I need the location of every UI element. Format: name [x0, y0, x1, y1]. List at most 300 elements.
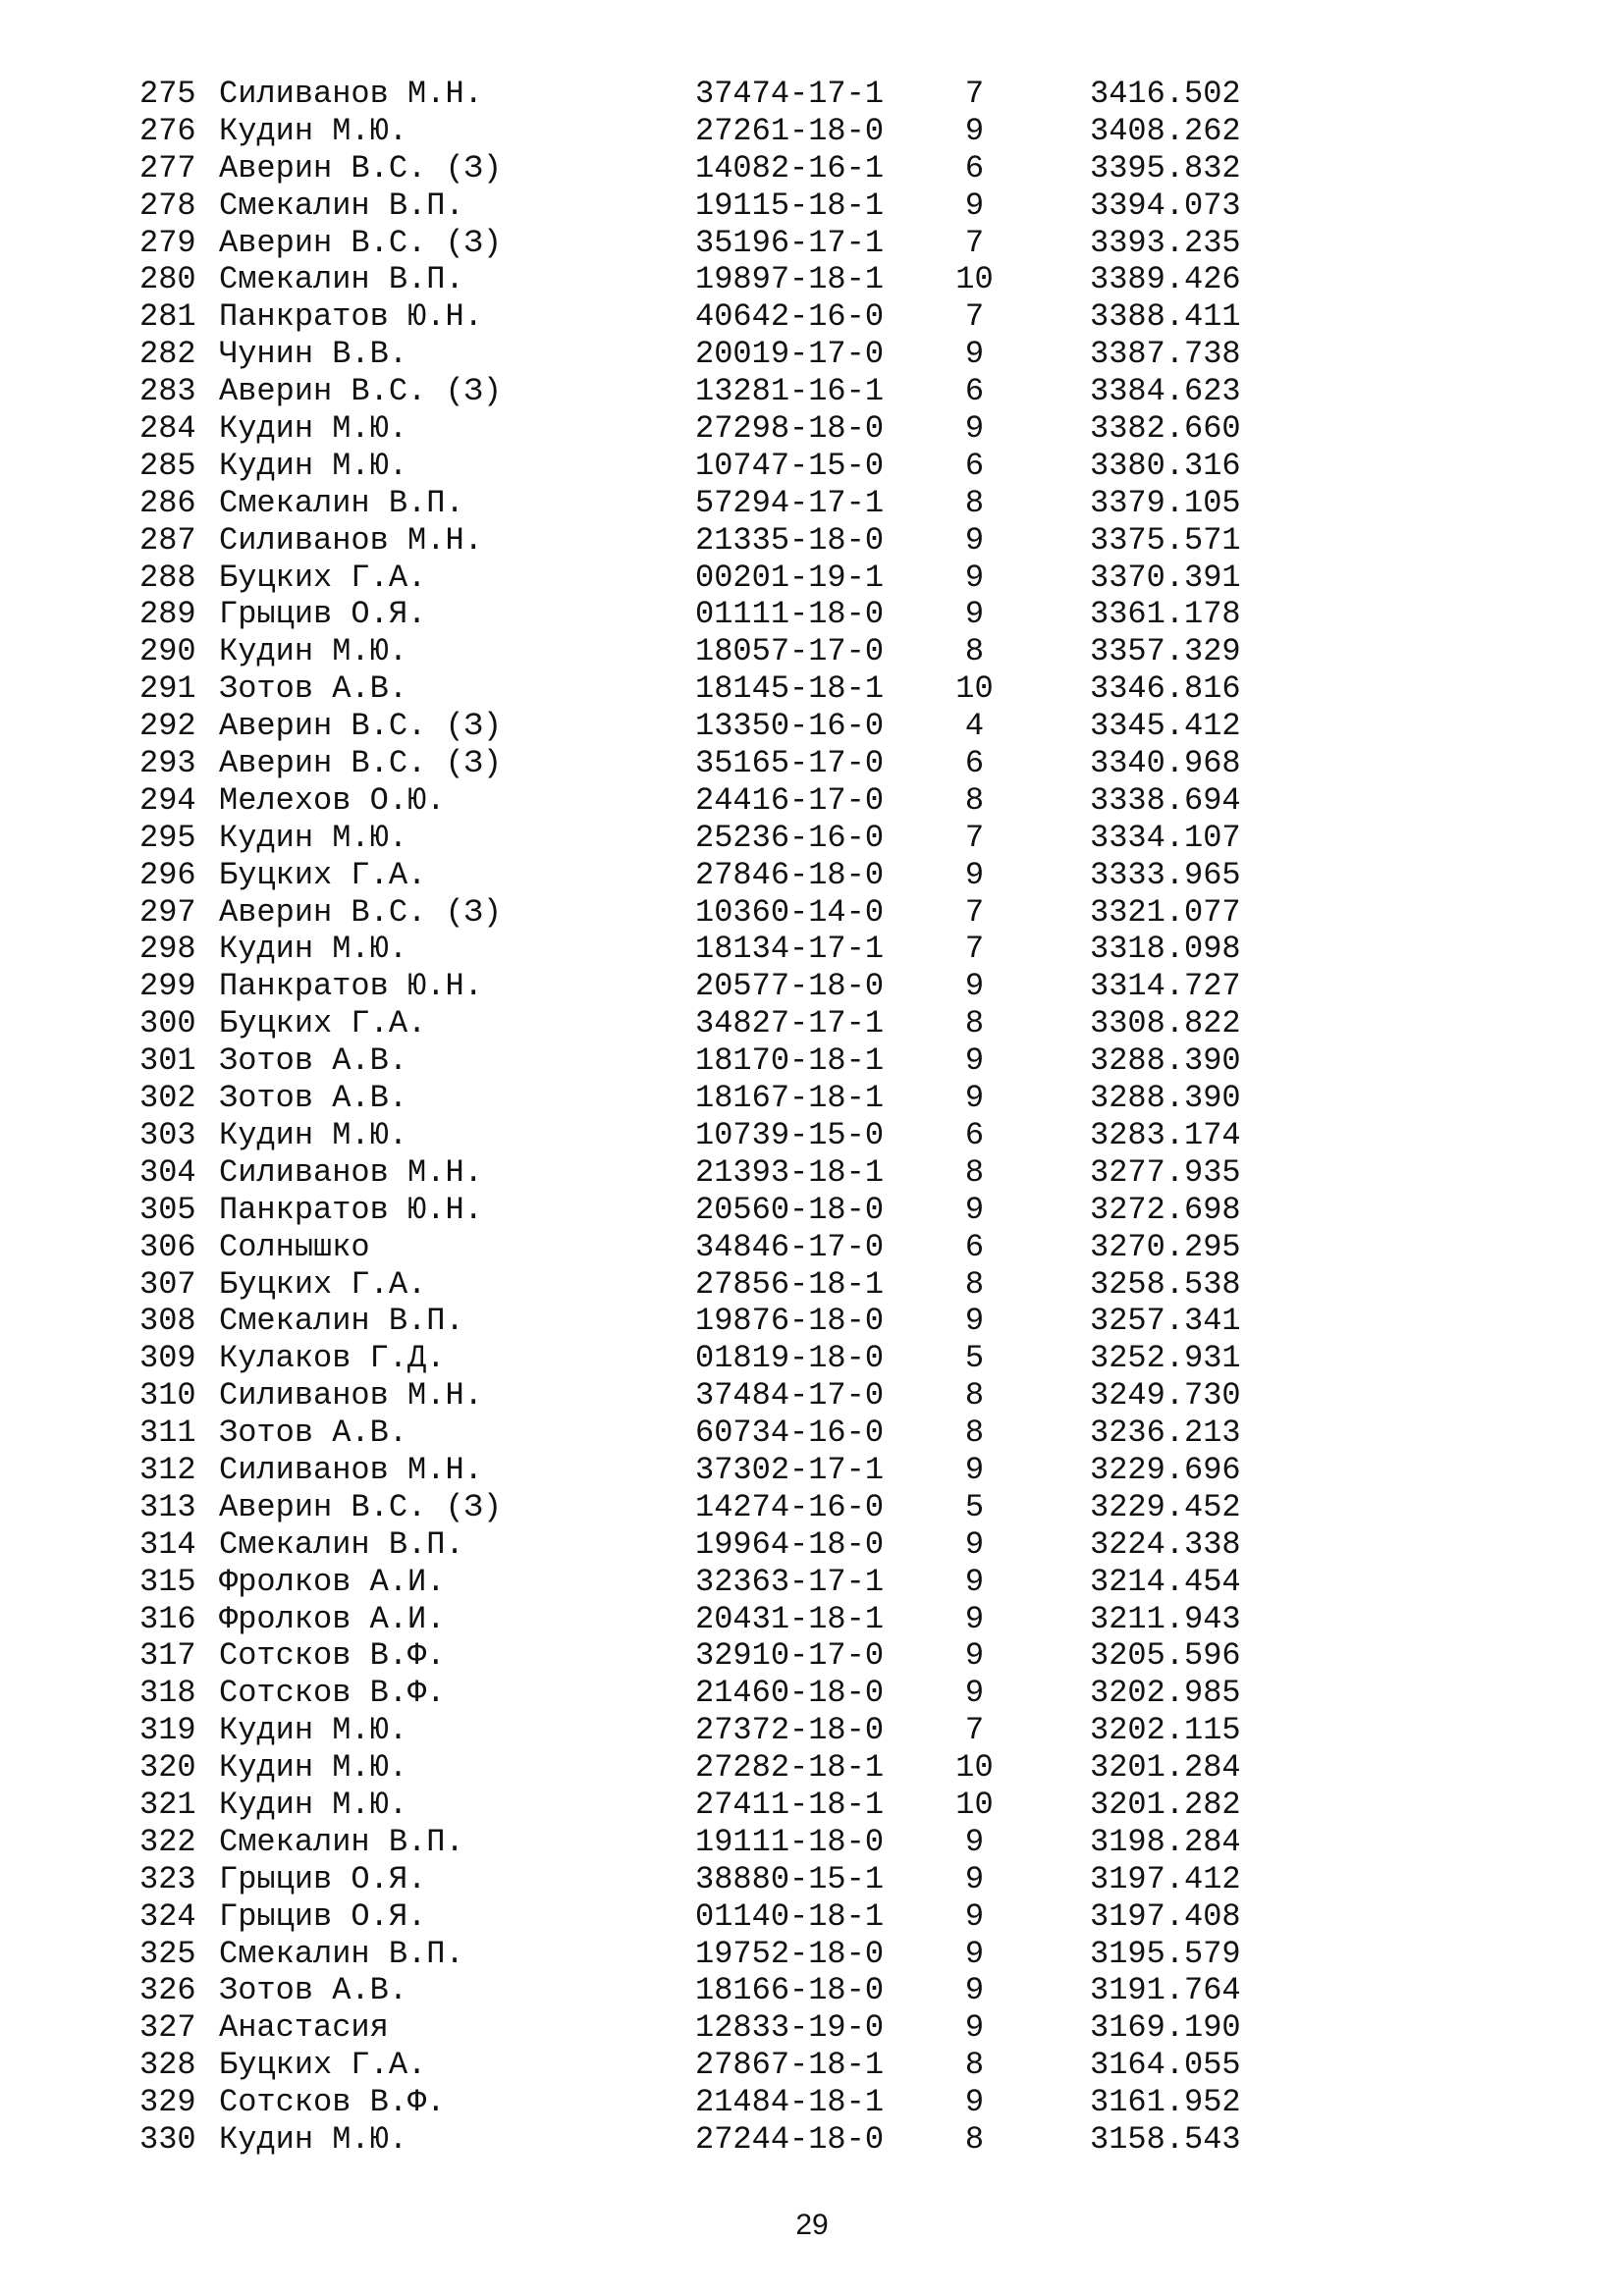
move-count: 8: [964, 1005, 985, 1042]
score-value: 3258.538: [1090, 1265, 1241, 1303]
game-code: 34846-17-0: [695, 1228, 885, 1265]
score-value: 3169.190: [1090, 2009, 1241, 2047]
player-name: Грыцив О.Я.: [219, 1897, 427, 1935]
player-name: Кудин М.Ю.: [219, 633, 408, 670]
move-count: 6: [964, 1116, 985, 1153]
game-code: 18167-18-1: [695, 1080, 885, 1117]
player-name: Кудин М.Ю.: [219, 1116, 408, 1153]
player-name: Зотов А.В.: [219, 1080, 408, 1117]
score-value: 3161.952: [1090, 2084, 1241, 2121]
row-number: 329: [139, 2084, 196, 2121]
player-name: Сотсков В.Ф.: [219, 2084, 446, 2121]
player-name: Кудин М.Ю.: [219, 447, 408, 484]
move-count: 7: [964, 819, 985, 856]
row-number: 299: [139, 968, 196, 1005]
move-count: 7: [964, 76, 985, 112]
game-code: 19876-18-0: [695, 1303, 885, 1340]
table-row: [0, 1154, 1624, 1192]
row-number: 321: [139, 1786, 196, 1823]
player-name: Сотсков В.Ф.: [219, 1675, 446, 1712]
game-code: 57294-17-1: [695, 484, 885, 521]
table-row: [0, 1340, 1624, 1377]
move-count: 8: [964, 2047, 985, 2084]
move-count: 5: [964, 1340, 985, 1377]
game-code: 27867-18-1: [695, 2047, 885, 2084]
row-number: 328: [139, 2047, 196, 2084]
table-row: [0, 336, 1624, 373]
table-row: [0, 931, 1624, 968]
row-number: 326: [139, 1972, 196, 2009]
score-value: 3408.262: [1090, 112, 1241, 149]
player-name: Фролков А.И.: [219, 1563, 446, 1600]
score-value: 3416.502: [1090, 76, 1241, 112]
player-name: Кудин М.Ю.: [219, 410, 408, 448]
player-name: Силиванов М.Н.: [219, 76, 483, 112]
table-row: [0, 708, 1624, 745]
row-number: 320: [139, 1749, 196, 1787]
game-code: 01140-18-1: [695, 1897, 885, 1935]
score-value: 3346.816: [1090, 670, 1241, 708]
row-number: 324: [139, 1897, 196, 1935]
game-code: 18134-17-1: [695, 931, 885, 968]
table-row: [0, 1564, 1624, 1601]
score-value: 3382.660: [1090, 410, 1241, 448]
game-code: 13350-16-0: [695, 708, 885, 745]
player-name: Смекалин В.П.: [219, 1823, 464, 1860]
move-count: 8: [964, 1377, 985, 1415]
game-code: 20560-18-0: [695, 1191, 885, 1228]
row-number: 297: [139, 893, 196, 931]
player-name: Аверин В.С. (З): [219, 708, 503, 745]
player-name: Смекалин В.П.: [219, 484, 464, 521]
move-count: 9: [964, 1080, 985, 1117]
row-number: 302: [139, 1080, 196, 1117]
player-name: Аверин В.С. (З): [219, 373, 503, 410]
player-name: Аверин В.С. (З): [219, 224, 503, 261]
player-name: Силиванов М.Н.: [219, 521, 483, 559]
score-value: 3270.295: [1090, 1228, 1241, 1265]
move-count: 9: [964, 1600, 985, 1637]
table-row: [0, 1972, 1624, 2009]
score-value: 3288.390: [1090, 1042, 1241, 1080]
score-value: 3308.822: [1090, 1005, 1241, 1042]
score-value: 3340.968: [1090, 745, 1241, 782]
game-code: 19115-18-1: [695, 187, 885, 224]
move-count: 9: [964, 521, 985, 559]
score-value: 3338.694: [1090, 781, 1241, 819]
player-name: Зотов А.В.: [219, 1972, 408, 2009]
row-number: 276: [139, 112, 196, 149]
row-number: 292: [139, 708, 196, 745]
table-row: [0, 187, 1624, 225]
score-value: 3197.408: [1090, 1897, 1241, 1935]
move-count: 9: [964, 1191, 985, 1228]
move-count: 10: [955, 1786, 994, 1823]
move-count: 9: [964, 1563, 985, 1600]
player-name: Кудин М.Ю.: [219, 931, 408, 968]
player-name: Силиванов М.Н.: [219, 1451, 483, 1488]
game-code: 19964-18-0: [695, 1525, 885, 1563]
game-code: 18145-18-1: [695, 670, 885, 708]
player-name: Кудин М.Ю.: [219, 112, 408, 149]
table-row: [0, 1229, 1624, 1266]
player-name: Силиванов М.Н.: [219, 1377, 483, 1415]
game-code: 27282-18-1: [695, 1749, 885, 1787]
game-code: 20431-18-1: [695, 1600, 885, 1637]
score-value: 3334.107: [1090, 819, 1241, 856]
player-name: Чунин В.В.: [219, 336, 408, 373]
player-name: Буцких Г.А.: [219, 1005, 427, 1042]
table-row: [0, 2047, 1624, 2084]
player-name: Смекалин В.П.: [219, 261, 464, 298]
row-number: 281: [139, 298, 196, 336]
row-number: 289: [139, 596, 196, 633]
table-row: [0, 745, 1624, 782]
table-row: [0, 485, 1624, 522]
player-name: Кудин М.Ю.: [219, 1712, 408, 1749]
player-name: Аверин В.С. (З): [219, 1488, 503, 1525]
move-count: 9: [964, 1637, 985, 1675]
move-count: 8: [964, 1415, 985, 1452]
player-name: Панкратов Ю.Н.: [219, 298, 483, 336]
player-name: Буцких Г.А.: [219, 559, 427, 596]
player-name: Смекалин В.П.: [219, 187, 464, 224]
game-code: 10747-15-0: [695, 447, 885, 484]
player-name: Фролков А.И.: [219, 1600, 446, 1637]
game-code: 37484-17-0: [695, 1377, 885, 1415]
score-value: 3357.329: [1090, 633, 1241, 670]
row-number: 318: [139, 1675, 196, 1712]
table-row: [0, 2084, 1624, 2121]
move-count: 9: [964, 1935, 985, 1972]
score-value: 3277.935: [1090, 1153, 1241, 1191]
table-row: [0, 1192, 1624, 1229]
move-count: 5: [964, 1488, 985, 1525]
row-number: 291: [139, 670, 196, 708]
score-value: 3201.282: [1090, 1786, 1241, 1823]
game-code: 18057-17-0: [695, 633, 885, 670]
row-number: 313: [139, 1488, 196, 1525]
score-value: 3229.452: [1090, 1488, 1241, 1525]
score-value: 3395.832: [1090, 149, 1241, 187]
move-count: 8: [964, 1265, 985, 1303]
player-name: Зотов А.В.: [219, 670, 408, 708]
score-value: 3202.115: [1090, 1712, 1241, 1749]
player-name: Кудин М.Ю.: [219, 1786, 408, 1823]
player-name: Буцких Г.А.: [219, 856, 427, 893]
move-count: 10: [955, 1749, 994, 1787]
game-code: 25236-16-0: [695, 819, 885, 856]
game-code: 21393-18-1: [695, 1153, 885, 1191]
score-value: 3388.411: [1090, 298, 1241, 336]
move-count: 9: [964, 187, 985, 224]
table-row: [0, 1675, 1624, 1712]
score-value: 3288.390: [1090, 1080, 1241, 1117]
table-row: [0, 1637, 1624, 1675]
player-name: Буцких Г.А.: [219, 1265, 427, 1303]
table-row: [0, 1266, 1624, 1304]
score-value: 3205.596: [1090, 1637, 1241, 1675]
table-row: [0, 2009, 1624, 2047]
score-value: 3214.454: [1090, 1563, 1241, 1600]
score-value: 3361.178: [1090, 596, 1241, 633]
score-value: 3283.174: [1090, 1116, 1241, 1153]
table-row: [0, 894, 1624, 932]
row-number: 319: [139, 1712, 196, 1749]
score-value: 3158.543: [1090, 2120, 1241, 2158]
row-number: 286: [139, 484, 196, 521]
table-row: [0, 670, 1624, 708]
move-count: 9: [964, 336, 985, 373]
table-row: [0, 782, 1624, 820]
table-row: [0, 1824, 1624, 1861]
row-number: 316: [139, 1600, 196, 1637]
row-number: 298: [139, 931, 196, 968]
game-code: 37302-17-1: [695, 1451, 885, 1488]
move-count: 9: [964, 1860, 985, 1897]
row-number: 304: [139, 1153, 196, 1191]
player-name: Панкратов Ю.Н.: [219, 968, 483, 1005]
score-value: 3333.965: [1090, 856, 1241, 893]
move-count: 7: [964, 1712, 985, 1749]
page-number: 29: [795, 2209, 829, 2241]
game-code: 19752-18-0: [695, 1935, 885, 1972]
game-code: 35196-17-1: [695, 224, 885, 261]
move-count: 10: [955, 670, 994, 708]
move-count: 9: [964, 112, 985, 149]
game-code: 27372-18-0: [695, 1712, 885, 1749]
move-count: 9: [964, 596, 985, 633]
table-row: [0, 596, 1624, 633]
score-value: 3393.235: [1090, 224, 1241, 261]
score-value: 3201.284: [1090, 1749, 1241, 1787]
table-row: [0, 1601, 1624, 1638]
score-value: 3370.391: [1090, 559, 1241, 596]
move-count: 9: [964, 1823, 985, 1860]
move-count: 9: [964, 1675, 985, 1712]
game-code: 27261-18-0: [695, 112, 885, 149]
table-row: [0, 1936, 1624, 1973]
move-count: 7: [964, 931, 985, 968]
table-row: [0, 150, 1624, 187]
move-count: 6: [964, 149, 985, 187]
score-value: 3211.943: [1090, 1600, 1241, 1637]
row-number: 280: [139, 261, 196, 298]
score-value: 3272.698: [1090, 1191, 1241, 1228]
game-code: 18166-18-0: [695, 1972, 885, 2009]
row-number: 305: [139, 1191, 196, 1228]
row-number: 284: [139, 410, 196, 448]
move-count: 9: [964, 1042, 985, 1080]
table-row: [0, 1080, 1624, 1117]
score-value: 3249.730: [1090, 1377, 1241, 1415]
player-name: Зотов А.В.: [219, 1415, 408, 1452]
row-number: 288: [139, 559, 196, 596]
table-row: [0, 522, 1624, 560]
game-code: 13281-16-1: [695, 373, 885, 410]
game-code: 32363-17-1: [695, 1563, 885, 1600]
move-count: 8: [964, 633, 985, 670]
score-value: 3389.426: [1090, 261, 1241, 298]
table-row: [0, 1042, 1624, 1080]
player-name: Силиванов М.Н.: [219, 1153, 483, 1191]
row-number: 325: [139, 1935, 196, 1972]
move-count: 6: [964, 447, 985, 484]
row-number: 306: [139, 1228, 196, 1265]
score-value: 3314.727: [1090, 968, 1241, 1005]
game-code: 60734-16-0: [695, 1415, 885, 1452]
row-number: 323: [139, 1860, 196, 1897]
player-name: Кудин М.Ю.: [219, 2120, 408, 2158]
score-value: 3375.571: [1090, 521, 1241, 559]
move-count: 9: [964, 968, 985, 1005]
score-value: 3394.073: [1090, 187, 1241, 224]
score-value: 3384.623: [1090, 373, 1241, 410]
move-count: 8: [964, 781, 985, 819]
row-number: 277: [139, 149, 196, 187]
player-name: Аверин В.С. (З): [219, 893, 503, 931]
row-number: 294: [139, 781, 196, 819]
score-value: 3380.316: [1090, 447, 1241, 484]
table-row: [0, 1415, 1624, 1452]
row-number: 287: [139, 521, 196, 559]
table-row: [0, 410, 1624, 448]
move-count: 9: [964, 1972, 985, 2009]
game-code: 14082-16-1: [695, 149, 885, 187]
move-count: 9: [964, 1451, 985, 1488]
table-row: [0, 857, 1624, 894]
move-count: 7: [964, 893, 985, 931]
move-count: 9: [964, 1303, 985, 1340]
score-value: 3257.341: [1090, 1303, 1241, 1340]
table-row: [0, 1489, 1624, 1526]
move-count: 10: [955, 261, 994, 298]
move-count: 7: [964, 298, 985, 336]
game-code: 00201-19-1: [695, 559, 885, 596]
game-code: 01111-18-0: [695, 596, 885, 633]
player-name: Грыцив О.Я.: [219, 1860, 427, 1897]
game-code: 35165-17-0: [695, 745, 885, 782]
score-value: 3321.077: [1090, 893, 1241, 931]
game-code: 14274-16-0: [695, 1488, 885, 1525]
table-row: [0, 113, 1624, 150]
player-name: Аверин В.С. (З): [219, 149, 503, 187]
table-row: [0, 1377, 1624, 1415]
score-value: 3191.764: [1090, 1972, 1241, 2009]
game-code: 21335-18-0: [695, 521, 885, 559]
player-name: Кудин М.Ю.: [219, 1749, 408, 1787]
table-row: [0, 820, 1624, 857]
player-name: Смекалин В.П.: [219, 1525, 464, 1563]
table-row: [0, 1303, 1624, 1340]
player-name: Панкратов Ю.Н.: [219, 1191, 483, 1228]
score-value: 3318.098: [1090, 931, 1241, 968]
move-count: 4: [964, 708, 985, 745]
table-row: [0, 298, 1624, 336]
row-number: 309: [139, 1340, 196, 1377]
move-count: 9: [964, 856, 985, 893]
table-row: [0, 1452, 1624, 1489]
score-value: 3345.412: [1090, 708, 1241, 745]
game-code: 27298-18-0: [695, 410, 885, 448]
table-row: [0, 225, 1624, 262]
player-name: Кудин М.Ю.: [219, 819, 408, 856]
game-code: 38880-15-1: [695, 1860, 885, 1897]
row-number: 303: [139, 1116, 196, 1153]
game-code: 37474-17-1: [695, 76, 885, 112]
score-value: 3195.579: [1090, 1935, 1241, 1972]
game-code: 21460-18-0: [695, 1675, 885, 1712]
move-count: 8: [964, 484, 985, 521]
table-row: [0, 1787, 1624, 1824]
score-value: 3224.338: [1090, 1525, 1241, 1563]
player-name: Смекалин В.П.: [219, 1303, 464, 1340]
table-row: [0, 2121, 1624, 2159]
row-number: 295: [139, 819, 196, 856]
row-number: 314: [139, 1525, 196, 1563]
table-row: [0, 261, 1624, 298]
player-name: Кулаков Г.Д.: [219, 1340, 446, 1377]
table-row: [0, 76, 1624, 113]
row-number: 312: [139, 1451, 196, 1488]
player-name: Зотов А.В.: [219, 1042, 408, 1080]
move-count: 9: [964, 2084, 985, 2121]
score-value: 3379.105: [1090, 484, 1241, 521]
row-number: 285: [139, 447, 196, 484]
row-number: 310: [139, 1377, 196, 1415]
row-number: 279: [139, 224, 196, 261]
player-name: Солнышко: [219, 1228, 370, 1265]
score-value: 3387.738: [1090, 336, 1241, 373]
game-code: 12833-19-0: [695, 2009, 885, 2047]
game-code: 20577-18-0: [695, 968, 885, 1005]
game-code: 19111-18-0: [695, 1823, 885, 1860]
table-row: [0, 633, 1624, 670]
player-name: Грыцив О.Я.: [219, 596, 427, 633]
game-code: 18170-18-1: [695, 1042, 885, 1080]
score-value: 3197.412: [1090, 1860, 1241, 1897]
game-code: 40642-16-0: [695, 298, 885, 336]
table-row: [0, 373, 1624, 410]
game-code: 27411-18-1: [695, 1786, 885, 1823]
move-count: 7: [964, 224, 985, 261]
score-value: 3202.985: [1090, 1675, 1241, 1712]
row-number: 290: [139, 633, 196, 670]
player-name: Мелехов О.Ю.: [219, 781, 446, 819]
move-count: 6: [964, 373, 985, 410]
row-number: 296: [139, 856, 196, 893]
game-code: 27846-18-0: [695, 856, 885, 893]
move-count: 9: [964, 410, 985, 448]
row-number: 301: [139, 1042, 196, 1080]
row-number: 300: [139, 1005, 196, 1042]
row-number: 330: [139, 2120, 196, 2158]
player-name: Анастасия: [219, 2009, 389, 2047]
row-number: 315: [139, 1563, 196, 1600]
table-row: [0, 968, 1624, 1005]
score-value: 3236.213: [1090, 1415, 1241, 1452]
table-row: [0, 1526, 1624, 1564]
game-code: 10739-15-0: [695, 1116, 885, 1153]
table-row: [0, 1117, 1624, 1154]
move-count: 9: [964, 1897, 985, 1935]
row-number: 307: [139, 1265, 196, 1303]
table-row: [0, 1005, 1624, 1042]
player-name: Аверин В.С. (З): [219, 745, 503, 782]
player-name: Сотсков В.Ф.: [219, 1637, 446, 1675]
game-code: 24416-17-0: [695, 781, 885, 819]
game-code: 20019-17-0: [695, 336, 885, 373]
